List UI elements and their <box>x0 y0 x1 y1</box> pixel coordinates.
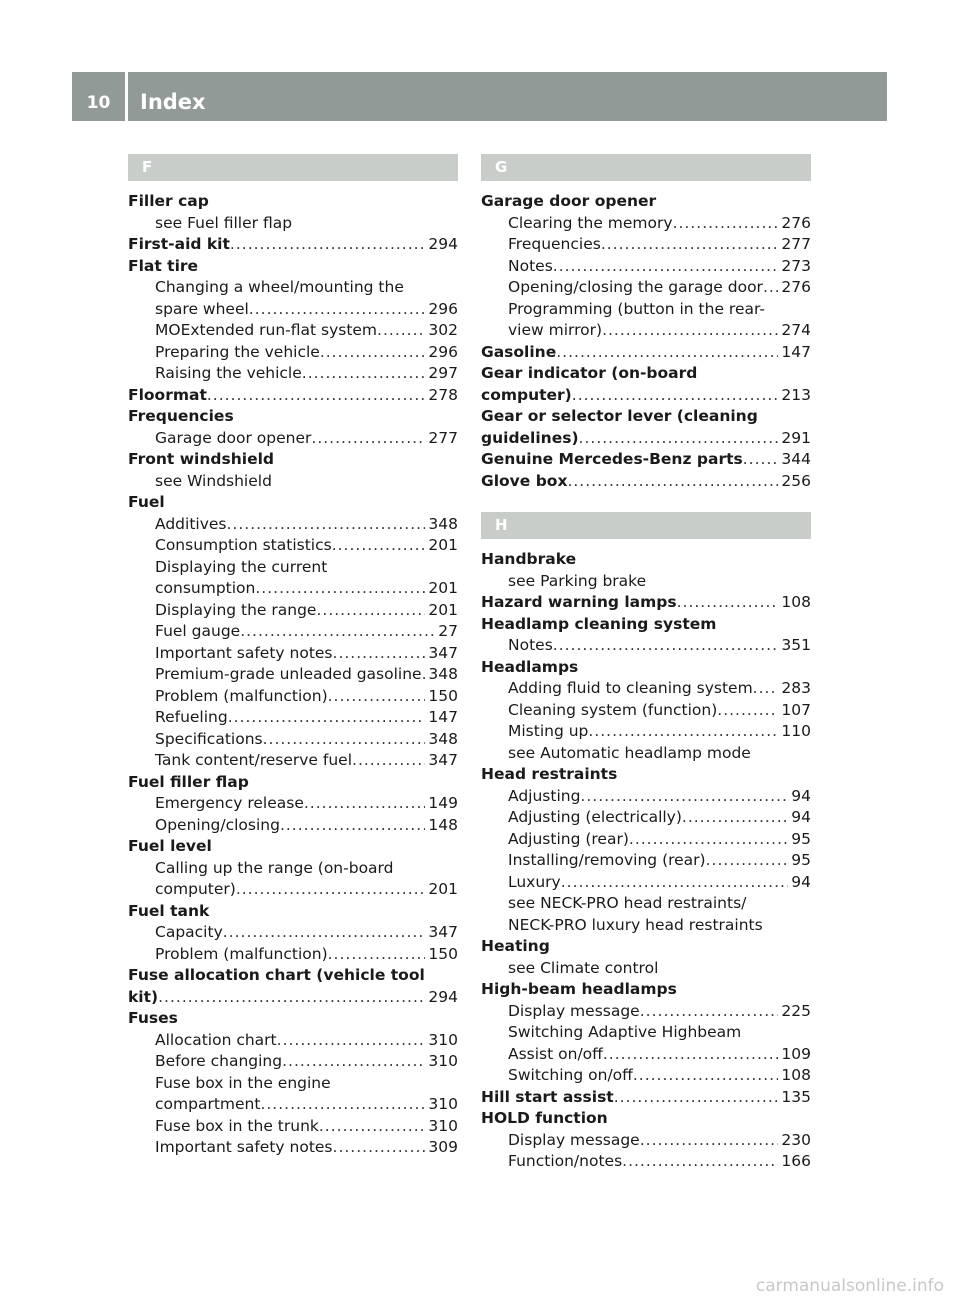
entry-text: Adjusting <box>508 786 581 805</box>
index-subentry <box>481 213 811 235</box>
entry-text: Garage door opener <box>481 192 657 210</box>
dot-leader <box>332 535 426 557</box>
index-subentry <box>481 786 811 808</box>
index-subentry <box>128 686 458 708</box>
index-entry <box>128 987 458 1009</box>
dot-leader <box>614 1087 779 1109</box>
page-ref: 310 <box>428 1116 458 1135</box>
entry-text: Assist on/off <box>508 1044 603 1063</box>
index-subentry <box>128 729 458 751</box>
index-subentry <box>481 1130 811 1152</box>
index-subentry <box>128 707 458 729</box>
dot-leader <box>263 729 426 751</box>
index-subentry <box>128 793 458 815</box>
page-ref: 276 <box>781 278 811 296</box>
index-subentry <box>128 299 458 321</box>
entry-text: Notes <box>508 636 553 654</box>
index-subentry <box>128 643 458 665</box>
entry-text: see Automatic headlamp mode <box>508 743 751 762</box>
entry-text: see Windshield <box>155 471 272 490</box>
entry-text: Flat tire <box>128 256 199 275</box>
entry-text: Calling up the range (on-board <box>155 858 394 877</box>
entry-text: Displaying the range <box>155 600 317 619</box>
index-subentry <box>128 342 458 364</box>
entry-text: consumption <box>155 579 256 597</box>
entry-text: Display message <box>508 1130 640 1149</box>
index-subentry <box>128 1051 458 1073</box>
index-subentry <box>481 256 811 278</box>
page-ref: 94 <box>791 808 811 826</box>
index-subentry <box>481 1022 811 1044</box>
dot-leader <box>561 872 789 894</box>
page-ref: 296 <box>428 342 458 361</box>
entry-text: Allocation chart <box>155 1030 277 1049</box>
dot-leader <box>260 1094 425 1116</box>
entry-text: Fuse allocation chart (vehicle tool <box>128 966 425 984</box>
index-subentry <box>481 277 811 299</box>
entry-text: Opening/closing the garage door <box>508 278 763 296</box>
entry-text: see Climate control <box>508 958 659 977</box>
index-entry <box>481 342 811 364</box>
page-ref: 344 <box>781 450 811 468</box>
page-ref: 135 <box>781 1087 811 1106</box>
index-subentry <box>481 700 811 722</box>
page-ref: 147 <box>781 342 811 361</box>
index-subentry <box>481 743 811 765</box>
index-entry <box>481 657 811 679</box>
entry-text: First-aid kit <box>128 235 230 253</box>
page-ref: 296 <box>428 299 458 318</box>
dot-leader <box>743 449 779 471</box>
entry-text: Garage door opener <box>155 428 312 447</box>
section-header: H <box>481 512 811 539</box>
dot-leader <box>255 578 425 600</box>
dot-leader <box>580 786 788 808</box>
page-ref: 27 <box>438 622 458 640</box>
entry-text: Important safety notes <box>155 643 333 662</box>
entry-text: computer) <box>481 385 572 404</box>
dot-leader <box>236 879 426 901</box>
index-subentry <box>128 944 458 966</box>
entry-text: Fuse box in the trunk <box>155 1116 319 1135</box>
index-entry <box>481 406 811 428</box>
dot-leader <box>316 600 425 622</box>
dot-leader <box>673 213 779 235</box>
page-ref: 94 <box>791 786 811 805</box>
page-ref: 166 <box>781 1152 811 1170</box>
index-entry <box>481 979 811 1001</box>
dot-leader <box>588 721 778 743</box>
page-ref: 109 <box>781 1044 811 1063</box>
entry-text: Displaying the current <box>155 557 328 576</box>
page-ref: 150 <box>428 686 458 705</box>
entry-text: Function/notes <box>508 1152 623 1170</box>
dot-leader <box>226 514 425 536</box>
entry-text: Refueling <box>155 708 228 726</box>
entry-text: Luxury <box>508 872 561 891</box>
entry-text: Important safety notes <box>155 1138 333 1156</box>
index-subentry <box>128 1094 458 1116</box>
dot-leader <box>717 700 778 722</box>
index-subentry <box>128 557 458 579</box>
page-ref: 277 <box>428 428 458 447</box>
index-subentry <box>128 600 458 622</box>
entry-text: High-beam headlamps <box>481 980 677 998</box>
index-entry <box>128 901 458 923</box>
dot-leader <box>158 987 425 1009</box>
page-ref: 225 <box>781 1001 811 1020</box>
index-entry <box>481 428 811 450</box>
index-entry <box>481 363 811 385</box>
entry-text: see NECK-PRO head restraints/ <box>508 894 747 912</box>
index-entry <box>481 1087 811 1109</box>
entry-text: Fuses <box>128 1009 178 1027</box>
page-ref: 310 <box>428 1030 458 1049</box>
header-divider <box>125 72 128 121</box>
page-ref: 294 <box>428 987 458 1006</box>
entry-text: compartment <box>155 1095 261 1113</box>
page-ref: 150 <box>428 944 458 963</box>
page-ref: 95 <box>791 851 811 869</box>
page-ref: 201 <box>428 536 458 554</box>
entry-text: see Parking brake <box>508 571 647 590</box>
index-subentry <box>128 277 458 299</box>
dot-leader <box>223 922 426 944</box>
index-subentry <box>481 635 811 657</box>
dot-leader <box>572 385 779 407</box>
page-ref: 94 <box>791 872 811 891</box>
page-ref: 348 <box>428 665 458 683</box>
dot-leader <box>277 1030 426 1052</box>
index-subentry <box>481 721 811 743</box>
entry-text: Switching on/off <box>508 1066 633 1084</box>
index-subentry <box>481 915 811 937</box>
page-ref: 213 <box>781 385 811 404</box>
dot-leader <box>228 707 426 729</box>
entry-text: Hazard warning lamps <box>481 593 677 611</box>
index-entry <box>128 449 458 471</box>
entry-text: Fuel tank <box>128 901 210 920</box>
dot-leader <box>640 1001 779 1023</box>
entry-text: Problem (malfunction) <box>155 686 328 705</box>
index-column-left <box>128 154 458 1159</box>
dot-leader <box>311 428 425 450</box>
entry-text: Gear indicator (on-board <box>481 364 698 382</box>
index-subentry <box>481 320 811 342</box>
entry-text: Programming (button in the rear- <box>508 299 765 318</box>
page-ref: 110 <box>781 722 811 740</box>
entry-text: Opening/closing <box>155 815 280 834</box>
index-subentry <box>128 1116 458 1138</box>
index-entry <box>128 406 458 428</box>
entry-text: Problem (malfunction) <box>155 944 328 963</box>
index-subentry <box>481 678 811 700</box>
index-subentry <box>128 535 458 557</box>
entry-text: Changing a wheel/mounting the <box>155 278 404 296</box>
dot-leader <box>633 1065 779 1087</box>
entry-text: Cleaning system (function) <box>508 700 718 719</box>
page-ref: 309 <box>428 1138 458 1156</box>
entry-text: Tank content/reserve fuel <box>155 751 353 769</box>
page-ref: 348 <box>428 514 458 533</box>
index-entry <box>128 772 458 794</box>
index-entry <box>128 191 458 213</box>
page-ref: 256 <box>781 471 811 490</box>
index-entry <box>128 385 458 407</box>
page-ref: 302 <box>428 321 458 339</box>
entry-text: Additives <box>155 514 227 533</box>
dot-leader <box>677 592 779 614</box>
entry-text: Emergency release <box>155 794 304 812</box>
index-subentry <box>128 428 458 450</box>
page-ref: 278 <box>428 385 458 404</box>
page-ref: 276 <box>781 213 811 232</box>
index-subentry <box>128 1030 458 1052</box>
index-subentry <box>481 571 811 593</box>
page-ref: 273 <box>781 256 811 275</box>
index-subentry <box>128 858 458 880</box>
entry-text: Frequencies <box>508 235 601 253</box>
section-header: F <box>128 154 458 181</box>
index-subentry <box>128 815 458 837</box>
dot-leader <box>282 1051 425 1073</box>
index-subentry <box>128 1073 458 1095</box>
dot-leader <box>207 385 426 407</box>
index-subentry <box>128 750 458 772</box>
page-ref: 347 <box>428 751 458 769</box>
page-ref: 201 <box>428 600 458 619</box>
index-entry <box>481 592 811 614</box>
entry-text: Adjusting (electrically) <box>508 808 682 826</box>
dot-leader <box>603 1044 779 1066</box>
index-entry <box>481 549 811 571</box>
index-subentry <box>481 850 811 872</box>
entry-text: Preparing the vehicle <box>155 342 320 361</box>
index-subentry <box>128 922 458 944</box>
dot-leader <box>320 342 426 364</box>
index-entry <box>481 614 811 636</box>
dot-leader <box>556 342 778 364</box>
dot-leader <box>302 363 426 385</box>
dot-leader <box>553 635 779 657</box>
entry-text: Before changing <box>155 1052 283 1070</box>
dot-leader <box>567 471 778 493</box>
index-subentry <box>128 1137 458 1159</box>
page-ref: 347 <box>428 643 458 662</box>
index-subentry <box>128 664 458 686</box>
dot-leader <box>377 320 425 342</box>
index-entry <box>128 234 458 256</box>
index-entry <box>128 256 458 278</box>
index-subentry <box>481 1065 811 1087</box>
index-entry <box>128 836 458 858</box>
entry-text: Fuel <box>128 493 165 511</box>
entry-text: Specifications <box>155 729 263 748</box>
dot-leader <box>763 277 778 299</box>
entry-text: Display message <box>508 1001 640 1020</box>
entry-text: Handbrake <box>481 550 577 568</box>
entry-text: Genuine Mercedes-Benz parts <box>481 450 743 468</box>
page-ref: 147 <box>428 708 458 726</box>
dot-leader <box>706 850 789 872</box>
page-ref: 201 <box>428 579 458 597</box>
entry-text: Filler cap <box>128 192 209 210</box>
index-entry <box>481 1108 811 1130</box>
page-ref: 277 <box>781 235 811 253</box>
index-entry <box>481 385 811 407</box>
entry-text: Adding fluid to cleaning system <box>508 679 753 697</box>
entry-text: computer) <box>155 880 236 898</box>
entry-text: guidelines) <box>481 428 579 447</box>
dot-leader <box>629 829 788 851</box>
dot-leader <box>230 234 425 256</box>
dot-leader <box>602 320 778 342</box>
entry-text: Heating <box>481 937 550 955</box>
entry-text: spare wheel <box>155 299 249 318</box>
index-subentry <box>481 234 811 256</box>
entry-text: Headlamps <box>481 657 579 676</box>
index-subentry <box>128 879 458 901</box>
index-subentry <box>128 320 458 342</box>
index-entry <box>128 492 458 514</box>
entry-text: Fuse box in the engine <box>155 1073 331 1092</box>
index-column-right <box>481 154 811 1173</box>
page-ref: 310 <box>428 1095 458 1113</box>
entry-text: Front windshield <box>128 450 274 468</box>
dot-leader <box>280 815 425 837</box>
index-subentry <box>481 1044 811 1066</box>
dot-leader <box>333 1137 426 1159</box>
index-subentry <box>128 471 458 493</box>
page-ref: 274 <box>781 321 811 339</box>
index-entry <box>481 449 811 471</box>
index-subentry <box>481 807 811 829</box>
page-ref: 283 <box>781 679 811 697</box>
entry-text: Installing/removing (rear) <box>508 851 706 869</box>
entry-text: Frequencies <box>128 407 234 425</box>
page-ref: 108 <box>781 1066 811 1084</box>
page-ref: 149 <box>428 794 458 812</box>
entry-text: Raising the vehicle <box>155 364 302 382</box>
dot-leader <box>601 234 779 256</box>
index-subentry <box>128 578 458 600</box>
entry-text: Capacity <box>155 923 223 941</box>
page-ref: 291 <box>781 428 811 447</box>
index-subentry <box>481 1151 811 1173</box>
index-subentry <box>481 1001 811 1023</box>
watermark-text: carmanualsonline.info <box>755 1276 944 1296</box>
index-subentry <box>481 829 811 851</box>
entry-text: Notes <box>508 256 553 275</box>
index-subentry <box>128 213 458 235</box>
entry-text: Premium-grade unleaded gasoline <box>155 665 422 683</box>
page-number: 10 <box>86 93 111 113</box>
entry-text: HOLD function <box>481 1109 608 1127</box>
entry-text: Head restraints <box>481 765 618 783</box>
index-subentry <box>481 893 811 915</box>
dot-leader <box>328 944 426 966</box>
page-ref: 108 <box>781 593 811 611</box>
dot-leader <box>304 793 426 815</box>
index-subentry <box>128 363 458 385</box>
page-ref: 294 <box>428 235 458 253</box>
page-header-bar <box>72 72 887 121</box>
entry-text: Fuel level <box>128 837 212 855</box>
page-ref: 230 <box>781 1130 811 1149</box>
dot-leader <box>319 1116 426 1138</box>
index-entry <box>128 965 458 987</box>
entry-text: Switching Adaptive Highbeam <box>508 1023 742 1041</box>
index-subentry <box>481 299 811 321</box>
section-header: G <box>481 154 811 181</box>
dot-leader <box>682 807 788 829</box>
dot-leader <box>249 299 426 321</box>
index-entry <box>481 471 811 493</box>
dot-leader <box>640 1130 779 1152</box>
entry-text: Clearing the memory <box>508 213 673 232</box>
index-subentry <box>481 872 811 894</box>
page-ref: 351 <box>781 636 811 654</box>
dot-leader <box>753 678 779 700</box>
index-subentry <box>128 621 458 643</box>
entry-text: Misting up <box>508 722 589 740</box>
entry-text: Glove box <box>481 471 568 490</box>
page-ref: 107 <box>781 700 811 719</box>
dot-leader <box>328 686 426 708</box>
entry-text: Consumption statistics <box>155 536 332 554</box>
page-ref: 297 <box>428 364 458 382</box>
entry-text: Fuel gauge <box>155 622 241 640</box>
entry-text: Adjusting (rear) <box>508 829 629 848</box>
dot-leader <box>240 621 435 643</box>
entry-text: Gasoline <box>481 342 557 361</box>
page-ref: 348 <box>428 729 458 748</box>
dot-leader <box>579 428 779 450</box>
entry-text: Floormat <box>128 385 207 404</box>
dot-leader <box>333 643 426 665</box>
page-ref: 201 <box>428 880 458 898</box>
entry-text: Headlamp cleaning system <box>481 614 717 633</box>
dot-leader <box>352 750 425 772</box>
entry-text: Gear or selector lever (cleaning <box>481 407 758 425</box>
page-ref: 95 <box>791 829 811 848</box>
entry-text: Hill start assist <box>481 1087 614 1106</box>
page-ref: 310 <box>428 1052 458 1070</box>
entry-text: MOExtended run-flat system <box>155 321 378 339</box>
index-entry <box>128 1008 458 1030</box>
index-subentry <box>481 958 811 980</box>
index-entry <box>481 764 811 786</box>
page-ref: 148 <box>428 815 458 834</box>
index-entry <box>481 936 811 958</box>
entry-text: kit) <box>128 987 159 1006</box>
entry-text: Fuel filler flap <box>128 772 249 791</box>
entry-text: see Fuel filler flap <box>155 213 293 232</box>
dot-leader <box>622 1151 778 1173</box>
index-subentry <box>128 514 458 536</box>
page-title: Index <box>140 90 206 114</box>
entry-text: NECK-PRO luxury head restraints <box>508 915 763 934</box>
index-entry <box>481 191 811 213</box>
dot-leader <box>553 256 779 278</box>
entry-text: view mirror) <box>508 321 603 339</box>
page-ref: 347 <box>428 923 458 941</box>
